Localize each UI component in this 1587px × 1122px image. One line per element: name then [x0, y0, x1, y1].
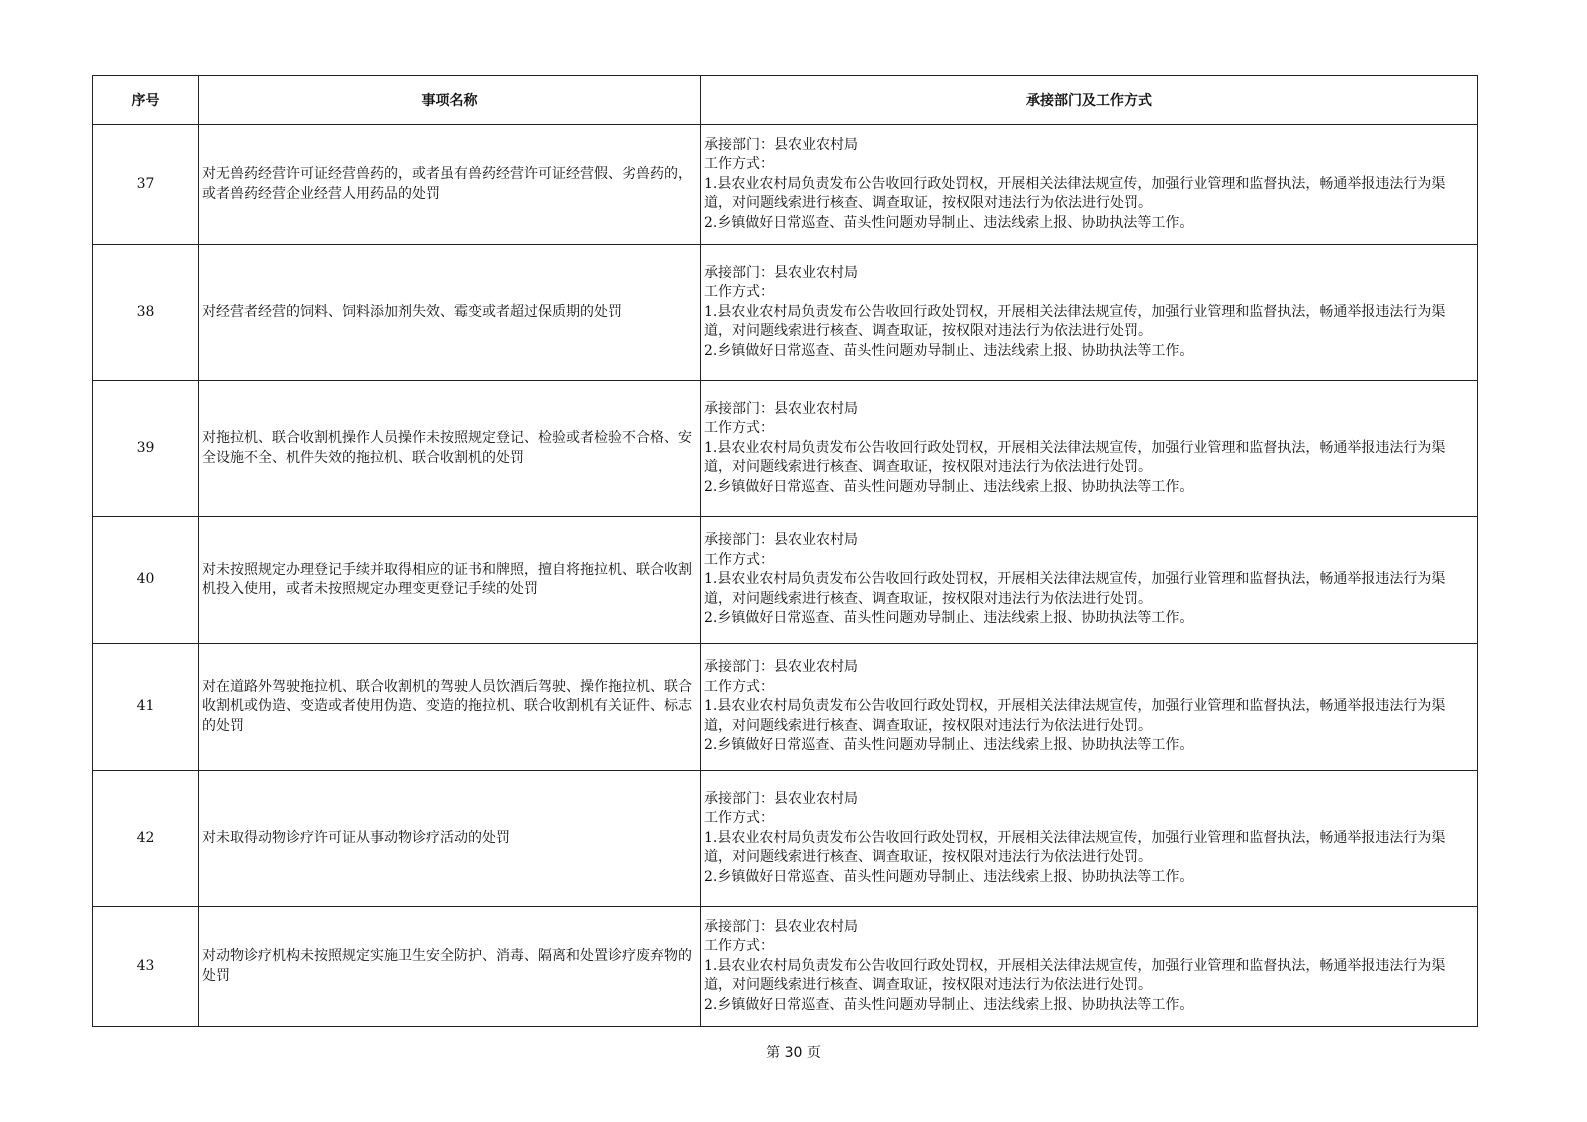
row-dept-method [701, 245, 1478, 381]
method-label: 工作方式： [704, 678, 774, 695]
row-item-name: 对无兽药经营许可证经营兽药的，或者虽有兽药经营许可证经营假、劣兽药的，或者兽药经营企业经营人用药品的处罚 [199, 125, 701, 245]
table-row [93, 517, 1478, 644]
method-label: 工作方式： [704, 420, 774, 437]
method-label: 工作方式： [704, 810, 774, 827]
row-seq: 40 [93, 517, 199, 644]
method-label: 工作方式： [704, 284, 774, 301]
header-name: 事项名称 [199, 76, 701, 125]
method-step-2: 2.乡镇做好日常巡查、苗头性问题劝导制止、违法线索上报、协助执法等工作。 [704, 737, 1194, 754]
method-step-1: 1.县农业农村局负责发布公告收回行政处罚权，开展相关法律法规宣传，加强行业管理和监督执法，畅通举报违法行为渠道，对问题线索进行核查、调查取证，按权限对违法行为依法进行处罚。 [704, 829, 1446, 866]
table-row [93, 644, 1478, 771]
table-row [93, 125, 1478, 245]
method-step-2: 2.乡镇做好日常巡查、苗头性问题劝导制止、违法线索上报、协助执法等工作。 [704, 342, 1194, 359]
row-item-name: 对拖拉机、联合收割机操作人员操作未按照规定登记、检验或者检验不合格、安全设施不全、机件失效的拖拉机、联合收割机的处罚 [199, 381, 701, 517]
row-seq: 42 [93, 771, 199, 907]
method-step-2: 2.乡镇做好日常巡查、苗头性问题劝导制止、违法线索上报、协助执法等工作。 [704, 478, 1194, 495]
table-header-row [93, 76, 1478, 125]
dept-line: 承接部门：县农业农村局 [704, 790, 858, 807]
method-label: 工作方式： [704, 551, 774, 568]
row-seq: 37 [93, 125, 199, 245]
method-step-1: 1.县农业农村局负责发布公告收回行政处罚权，开展相关法律法规宣传，加强行业管理和监督执法，畅通举报违法行为渠道，对问题线索进行核查、调查取证，按权限对违法行为依法进行处罚。 [704, 439, 1446, 476]
row-dept-method [701, 125, 1478, 245]
method-step-2: 2.乡镇做好日常巡查、苗头性问题劝导制止、违法线索上报、协助执法等工作。 [704, 996, 1194, 1013]
header-seq: 序号 [93, 76, 199, 125]
dept-line: 承接部门：县农业农村局 [704, 659, 858, 676]
table-row [93, 907, 1478, 1027]
row-dept-method [701, 644, 1478, 771]
row-item-name: 对经营者经营的饲料、饲料添加剂失效、霉变或者超过保质期的处罚 [199, 245, 701, 381]
row-seq: 38 [93, 245, 199, 381]
row-seq: 43 [93, 907, 199, 1027]
table-row [93, 381, 1478, 517]
row-dept-method [701, 771, 1478, 907]
method-step-2: 2.乡镇做好日常巡查、苗头性问题劝导制止、违法线索上报、协助执法等工作。 [704, 214, 1194, 231]
row-item-name: 对动物诊疗机构未按照规定实施卫生安全防护、消毒、隔离和处置诊疗废弃物的处罚 [199, 907, 701, 1027]
dept-line: 承接部门：县农业农村局 [704, 532, 858, 549]
dept-line: 承接部门：县农业农村局 [704, 136, 858, 153]
method-label: 工作方式： [704, 938, 774, 955]
dept-line: 承接部门：县农业农村局 [704, 400, 858, 417]
header-dept: 承接部门及工作方式 [701, 76, 1478, 125]
row-item-name: 对在道路外驾驶拖拉机、联合收割机的驾驶人员饮酒后驾驶、操作拖拉机、联合收割机或伪造、变造或者使用伪造、变造的拖拉机、联合收割机有关证件、标志的处罚 [199, 644, 701, 771]
row-seq: 41 [93, 644, 199, 771]
row-item-name: 对未取得动物诊疗许可证从事动物诊疗活动的处罚 [199, 771, 701, 907]
row-dept-method [701, 517, 1478, 644]
row-item-name: 对未按照规定办理登记手续并取得相应的证书和牌照，擅自将拖拉机、联合收割机投入使用，或者未按照规定办理变更登记手续的处罚 [199, 517, 701, 644]
method-step-2: 2.乡镇做好日常巡查、苗头性问题劝导制止、违法线索上报、协助执法等工作。 [704, 868, 1194, 885]
row-dept-method [701, 381, 1478, 517]
page-number: 第 30 页 [766, 1045, 821, 1061]
row-seq: 39 [93, 381, 199, 517]
method-step-1: 1.县农业农村局负责发布公告收回行政处罚权，开展相关法律法规宣传，加强行业管理和监督执法，畅通举报违法行为渠道，对问题线索进行核查、调查取证，按权限对违法行为依法进行处罚。 [704, 571, 1446, 607]
method-step-2: 2.乡镇做好日常巡查、苗头性问题劝导制止、违法线索上报、协助执法等工作。 [704, 610, 1194, 627]
method-label: 工作方式： [704, 156, 774, 173]
table-row [93, 245, 1478, 381]
items-table [92, 75, 1478, 1027]
method-step-1: 1.县农业农村局负责发布公告收回行政处罚权，开展相关法律法规宣传，加强行业管理和监督执法，畅通举报违法行为渠道，对问题线索进行核查、调查取证，按权限对违法行为依法进行处罚。 [704, 698, 1446, 734]
dept-line: 承接部门：县农业农村局 [704, 918, 858, 935]
dept-line: 承接部门：县农业农村局 [704, 264, 858, 281]
method-step-1: 1.县农业农村局负责发布公告收回行政处罚权，开展相关法律法规宣传，加强行业管理和监督执法，畅通举报违法行为渠道，对问题线索进行核查、调查取证，按权限对违法行为依法进行处罚。 [704, 957, 1446, 994]
row-dept-method [701, 907, 1478, 1027]
table-row [93, 771, 1478, 907]
method-step-1: 1.县农业农村局负责发布公告收回行政处罚权，开展相关法律法规宣传，加强行业管理和监督执法，畅通举报违法行为渠道，对问题线索进行核查、调查取证，按权限对违法行为依法进行处罚。 [704, 303, 1446, 340]
method-step-1: 1.县农业农村局负责发布公告收回行政处罚权，开展相关法律法规宣传，加强行业管理和监督执法，畅通举报违法行为渠道，对问题线索进行核查、调查取证，按权限对违法行为依法进行处罚。 [704, 175, 1446, 212]
